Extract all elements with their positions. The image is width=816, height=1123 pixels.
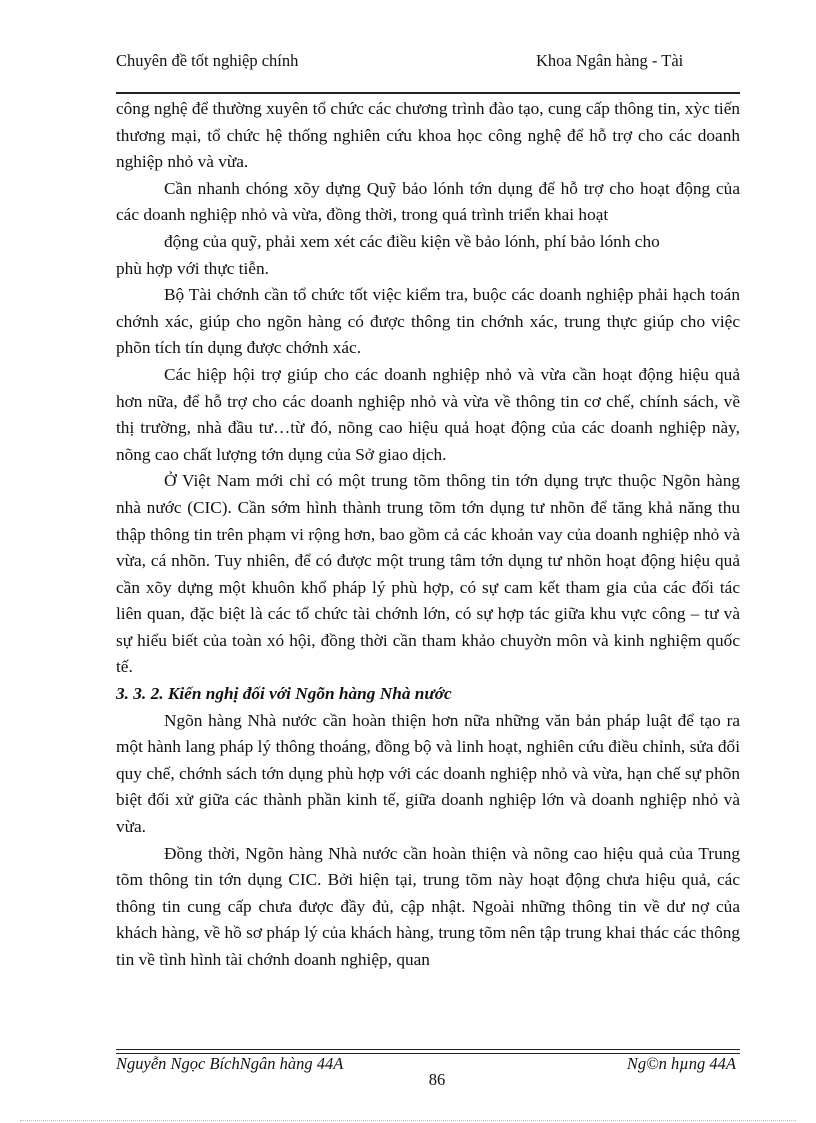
footer-author: Nguyễn Ngọc BíchNgân hàng 44A (116, 1054, 344, 1073)
body-text (116, 96, 740, 974)
section-heading: 3. 3. 2. Kiến nghị đối với Ngõn hàng Nhà nước (116, 684, 452, 704)
paragraph-state-bank-cic: Đồng thời, Ngõn hàng Nhà nước cần hoàn thiện và nõng cao hiệu quả của Trung tõm thông tin tớn dụng CIC. Bởi hiện tại, trung tõm này hoạt động chưa hiệu quả, các thông tin cung cấp chưa được đầy đủ, cập nhật. Ngoài những thông tin về dư nợ của khách hàng, về hồ sơ pháp lý của khách hàng, trung tõm nên tập trung khai thác các thông tin về tình hình tài chớnh doanh nghiệp, quan (116, 843, 740, 969)
paragraph-state-bank-legal: Ngõn hàng Nhà nước cần hoàn thiện hơn nữa những văn bản pháp luật để tạo ra một hành lang pháp lý thông thoáng, đồng bộ và linh hoạt, nghiên cứu điều chỉnh, sửa đổi quy chế, chớnh sách tớn dụng phù hợp với các doanh nghiệp nhỏ và vừa, hạn chế sự phõn biệt đối xử giữa các thành phần kinh tế, giữa doanh nghiệp lớn và doanh nghiệp nhỏ và vừa. (116, 710, 740, 837)
header-faculty: Khoa Ngân hàng - Tài (536, 51, 684, 70)
header-rule (116, 92, 740, 94)
paragraph-credit-information-center: Ở Việt Nam mới chỉ có một trung tõm thông tin tớn dụng trực thuộc Ngõn hàng nhà nước (CIC). Cần sớm hình thành trung tõm tớn dụng tư nhõn để tăng khả năng thu thập thông tin trên phạm vi rộng hơn, bao gồm cả các khoản vay của doanh nghiệp nhỏ và vừa, cá nhõn. Tuy nhiên, để có được một trung tâm tớn dụng tư nhõn hoạt động hiệu quả cần xõy dựng một khuôn khổ pháp lý phù hợp, có sự cam kết tham gia của các đối tác liên quan, đặc biệt là các tổ chức tài chớnh lớn, có sự hợp tác giữa khu vực công – tư và sự hiểu biết của toàn xó hội, đồng thời cần tham khảo chuyờn môn và kinh nghiệm quốc tế. (116, 471, 740, 677)
page-number: 86 (428, 1070, 446, 1089)
paragraph-credit-guarantee-fund-end: phù hợp với thực tiễn. (116, 258, 269, 278)
paragraph-continuation: công nghệ để thường xuyên tổ chức các chương trình đào tạo, cung cấp thông tin, xỳc tiến thương mại, tổ chức hệ thống nghiên cứu khoa học công nghệ để hỗ trợ cho các doanh nghiệp nhỏ và vừa. (116, 99, 740, 172)
paragraph-credit-guarantee-fund: Cần nhanh chóng xõy dựng Quỹ bảo lónh tớn dụng để hỗ trợ cho hoạt động của các doanh nghiệp nhỏ và vừa, đồng thời, trong quá trình triển khai hoạt (116, 178, 740, 225)
page-header (116, 50, 738, 92)
paragraph-credit-guarantee-fund-cont: động của quỹ, phải xem xét các điều kiện về bảo lónh, phí bảo lónh cho (164, 231, 660, 251)
header-document-type: Chuyên đề tốt nghiệp chính (116, 51, 299, 70)
page-bottom-border (20, 1120, 796, 1121)
paragraph-ministry-of-finance: Bộ Tài chớnh cần tổ chức tốt việc kiểm tra, buộc các doanh nghiệp phải hạch toán chớnh xác, giúp cho ngõn hàng có được thông tin chớnh xác, trung thực giúp cho việc phõn tích tín dụng được chớnh xác. (116, 285, 740, 358)
footer-class: Ng©n hµng 44A (626, 1054, 736, 1073)
paragraph-associations: Các hiệp hội trợ giúp cho các doanh nghiệp nhỏ và vừa cần hoạt động hiệu quả hơn nữa, để hỗ trợ cho các doanh nghiệp nhỏ và vừa về thông tin cơ chế, chính sách, về thị trường, nhà đầu tư…từ đó, nõng cao hiệu quả hoạt động của các doanh nghiệp này, nõng cao chất lượng tớn dụng của Sở giao dịch. (116, 364, 740, 464)
